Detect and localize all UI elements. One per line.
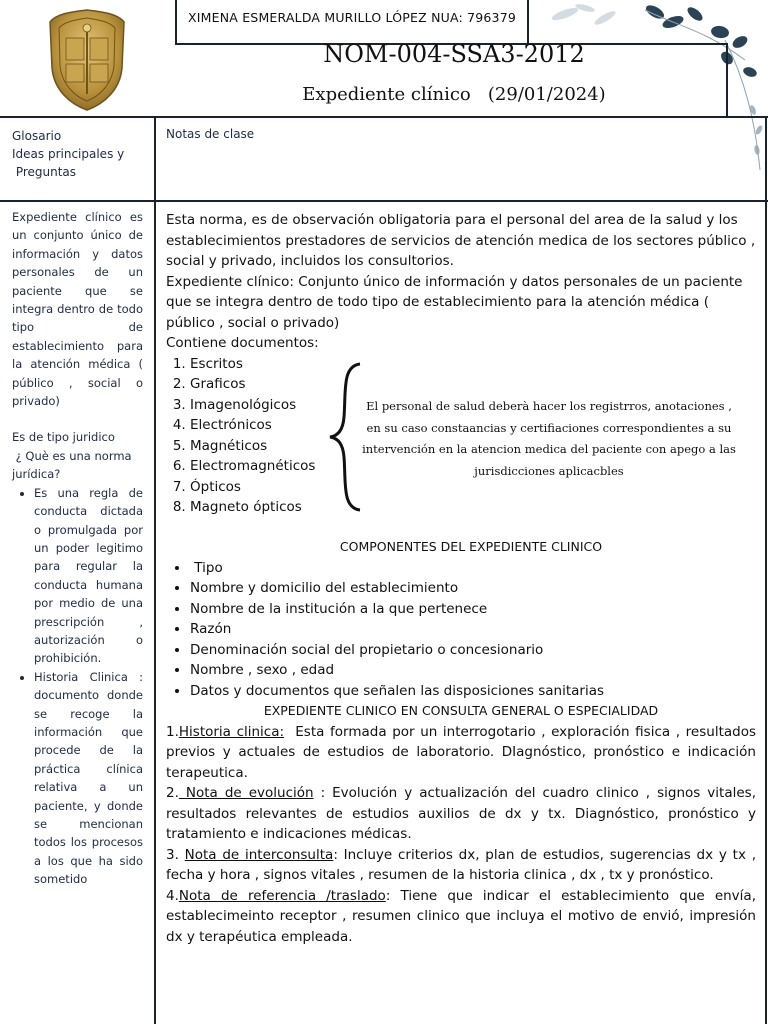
- document-item: 1. Escritos: [190, 354, 756, 375]
- right-column-header: Notas de clase: [166, 127, 255, 141]
- consult-item: [166, 783, 756, 845]
- components-title: COMPONENTES DEL EXPEDIENTE CLINICO: [339, 539, 603, 554]
- components-list: [166, 558, 756, 702]
- consult-item: [166, 886, 756, 948]
- component-item: • Tipo: [190, 558, 756, 579]
- sidebar-definition: Expediente clínico es un conjunto único de información y datos personales de un paciente que se integra dentro de todo tipo de establecimiento para la atención médica ( público , social o privado): [12, 210, 143, 409]
- curly-brace: [326, 362, 366, 512]
- document-item: 6. Electromagnéticos: [190, 456, 756, 477]
- item-number: 4.: [166, 887, 179, 904]
- consult-item: [166, 722, 761, 784]
- component-item: • Razón: [190, 619, 756, 640]
- item-label: Nota de referencia /traslado: [178, 887, 386, 904]
- item-text: : Incluye criterios dx, plan de estudios, sugerencias dx y tx , fecha y hora , signos vitales , resumen de la historia clinica , dx , tx y pronóstico.: [166, 846, 756, 883]
- page-subtitle: Expediente clínico (29/01/2024): [302, 84, 606, 105]
- document-item: 7. Ópticos: [190, 477, 756, 498]
- document-item: 2. Graficos: [190, 374, 756, 395]
- student-name: XIMENA ESMERALDA MURILLO LÓPEZ NUA: 796379: [188, 10, 517, 25]
- sidebar-question: ¿ Què es una norma jurídica?: [12, 448, 136, 482]
- item-label: Nota de interconsulta: [184, 846, 334, 863]
- header-preguntas: Preguntas: [12, 165, 77, 179]
- item-text: Esta formada por un interrogotario , exploración fisica , resultados previos y actuales de estudios de laboratorio. DIagnóstico, pronóstico e indicación terapeutica.: [166, 723, 761, 781]
- brace-note: El personal de salud deberà hacer los registrros, anotaciones , en su caso constaancias y certifiaciones correspondientes a su intervención en la atencion medica del paciente con apego a las jurisdicciones aplicacbles: [362, 399, 736, 478]
- component-item: • Nombre y domicilio del establecimiento: [190, 578, 756, 599]
- component-item: • Nombre de la institución a la que pertenece: [190, 599, 756, 620]
- consult-item: [166, 845, 756, 886]
- item-text: : Evolución y actualización del cuadro clinico , signos vitales, resultados relevantes de estudios auxilios de dx y tx. Diagnóstico, pronóstico y tratamiento e indicaciones médicas.: [166, 785, 756, 842]
- item-number: 3.: [166, 846, 185, 863]
- item-label: Nota de evolución: [178, 785, 314, 801]
- sidebar-bullet: • Es una regla de conducta dictada o promulgada por un poder legitimo para regular la conducta humana por medio de una prescripción , autorización o prohibición.: [34, 484, 143, 668]
- university-crest-logo: [46, 8, 128, 112]
- item-text: : Tiene que indicar el establecimiento que envía, establecimeinto receptor , resumen clinico que incluya el motivo de envió, impresión dx y terapéutica empleada.: [166, 887, 756, 945]
- definition-paragraph: Expediente clínico: Conjunto único de información y datos personales de un paciente que se integra dentro de todo tipo de establecimiento para la atención médica ( público , social o privado): [166, 273, 743, 331]
- item-number: 2.: [166, 785, 179, 801]
- header-glosario: Glosario: [12, 129, 62, 143]
- document-item: 3. Imagenológicos: [190, 395, 756, 416]
- consult-title: EXPEDIENTE CLINICO EN CONSULTA GENERAL O ESPECIALIDAD: [263, 703, 659, 718]
- document-item: 8. Magneto ópticos: [190, 497, 756, 518]
- header-ideas: Ideas principales y: [12, 147, 125, 161]
- sidebar-notes: [12, 208, 143, 889]
- item-number: 1.: [166, 723, 179, 740]
- component-item: • Nombre , sexo , edad: [190, 660, 756, 681]
- contains-label: Contiene documentos:: [166, 335, 319, 351]
- left-column-header: [12, 127, 124, 181]
- sidebar-bullets: [12, 484, 143, 889]
- sidebar-legal-type: Es de tipo juridico: [12, 430, 115, 445]
- component-item: • Datos y documentos que señalen las disposiciones sanitarias: [190, 681, 756, 702]
- document-item: 4. Electrónicos: [190, 415, 756, 436]
- intro-paragraph: Esta norma, es de observación obligatoria para el personal del area de la salud y los establecimientos prestadores de servicios de atención medica de los sectores público , social y privado, incluidos los consultorios.: [166, 212, 756, 269]
- sidebar-bullet: • Historia Clinica : documento donde se recoge la información que procede de la práctica clínica relativa a un paciente, y donde se mencionan todos los procesos a los que ha sido sometido: [34, 668, 143, 889]
- norm-title: NOM-004-SSA3-2012: [323, 40, 585, 68]
- components-section: [166, 537, 761, 947]
- item-label: Historia clinica:: [178, 723, 285, 740]
- component-item: • Denominación social del propietario o concesionario: [190, 640, 756, 661]
- document-item: 5. Magnéticos: [190, 436, 756, 457]
